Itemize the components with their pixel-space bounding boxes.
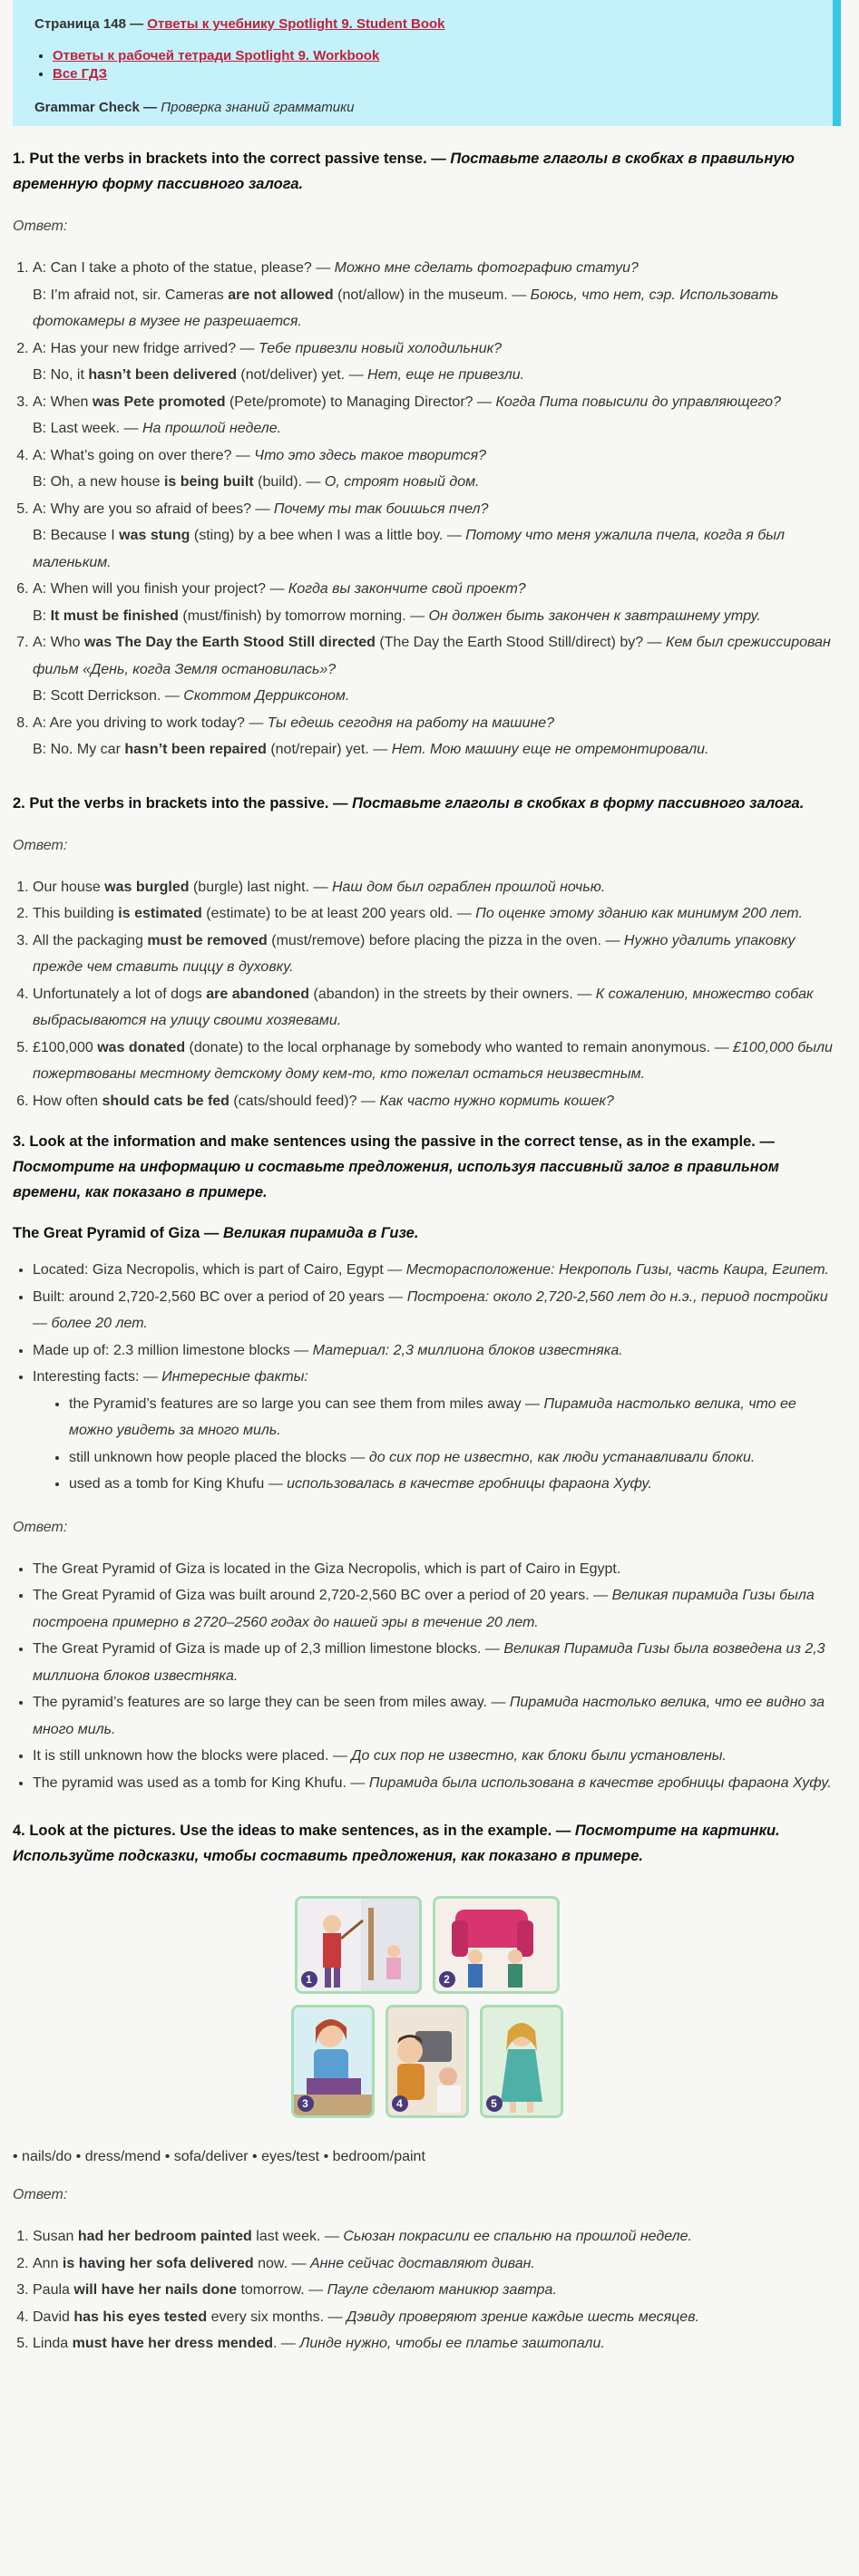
dialogue-line-a: 2. A: Has your new fridge arrived? — Тебе привезли новый холодильник? bbox=[33, 340, 503, 356]
russian-translation: Нет. Мою машину еще не отремонтировали. bbox=[391, 742, 709, 757]
task2-title-en: 2. Put the verbs in brackets into the passive. — bbox=[13, 794, 348, 812]
answer-item: 5. £100,000 was donated (donate) to the local orphanage by somebody who wanted to remain anonymous. — £100,000 были пожертвованы местному детскому дому кем-то, кто пожелал остаться неизвестным. bbox=[33, 1035, 841, 1088]
answer-item: • It is still unknown how the blocks were placed. — До сих пор не известно, как блоки были установлены. bbox=[33, 1743, 841, 1770]
passive-form: was stung bbox=[119, 528, 190, 543]
russian-translation: Материал: 2,3 миллиона блоков известняка. bbox=[312, 1342, 623, 1358]
russian-translation: Месторасположение: Некрополь Гизы, часть Каира, Египет. bbox=[405, 1262, 829, 1278]
dialogue-line-b: B: It must be finished (must/finish) by tomorrow morning. — Он должен быть закончен к завтрашнему утру. bbox=[33, 608, 761, 624]
russian-translation: Анне сейчас доставляют диван. bbox=[309, 2255, 535, 2271]
answer-item: 2. This building is estimated (estimate) to be at least 200 years old. — По оценке этому зданию как минимум 200 лет. bbox=[33, 900, 841, 928]
interesting-fact: • used as a tomb for King Khufu — использовалась в качестве гробницы фараона Хуфу. bbox=[69, 1471, 841, 1498]
russian-translation: Интересные факты: bbox=[161, 1369, 308, 1385]
answer-item: 4. Unfortunately a lot of dogs are abandoned (abandon) in the streets by their owners. — К сожалению, множество собак выбрасываются на улицу своими хозяевами. bbox=[33, 981, 841, 1035]
russian-translation: По оценке этому зданию как минимум 200 лет. bbox=[475, 906, 803, 921]
all-gdz-link[interactable]: Все ГДЗ bbox=[53, 66, 108, 82]
russian-translation: Сьюзан покрасили ее спальню на прошлой неделе. bbox=[343, 2229, 692, 2244]
passive-form: are abandoned bbox=[206, 986, 310, 1002]
answer-label: Ответ: bbox=[13, 2187, 68, 2202]
russian-translation: Потому что меня ужалила пчела, когда я был маленьким. bbox=[33, 528, 786, 570]
passive-form: had her bedroom painted bbox=[77, 2229, 252, 2244]
dialogue-item bbox=[33, 442, 841, 496]
dialogue-line-a: 6. A: When will you finish your project? — Когда вы закончите свой проект? bbox=[33, 581, 526, 597]
russian-translation: Почему ты так боишься пчел? bbox=[273, 501, 489, 517]
task4-title bbox=[13, 1818, 841, 1869]
russian-translation: О, строят новый дом. bbox=[324, 474, 480, 490]
fact-interesting: Interesting facts: — Интересные факты: bbox=[33, 1369, 308, 1385]
russian-translation: Дэвиду проверяют зрение каждые шесть месяцев. bbox=[346, 2309, 699, 2325]
task1-title bbox=[13, 146, 841, 197]
task3-title-rus: — Посмотрите на информацию и составьте предложения, используя пассивный залог в правильном времени, как показано в примере. bbox=[13, 1133, 780, 1201]
pyramid-facts bbox=[13, 1257, 841, 1498]
russian-translation: Тебе привезли новый холодильник? bbox=[259, 340, 503, 356]
dialogue-line-a: 5. A: Why are you so afraid of bees? — Почему ты так боишься пчел? bbox=[33, 501, 489, 517]
russian-translation: Когда вы закончите свой проект? bbox=[288, 581, 526, 597]
russian-translation: К сожалению, множество собак выбрасываются на улицу своими хозяевами. bbox=[33, 986, 814, 1028]
dialogue-item bbox=[33, 576, 841, 629]
passive-form: is estimated bbox=[118, 906, 202, 921]
fact-item: • Built: around 2,720-2,560 BC over a period of 20 years — Построена: около 2,720-2,560 лет до н.э., период постройки — более 20 лет. bbox=[33, 1284, 841, 1337]
dialogue-line-b: B: Because I was stung (sting) by a bee when I was a little boy. — Потому что меня ужалила пчела, когда я был маленьким. bbox=[33, 528, 786, 570]
passive-form: has his eyes tested bbox=[73, 2309, 208, 2325]
task4-answers bbox=[13, 2223, 841, 2357]
task4-hints: • nails/do • dress/mend • sofa/deliver • eyes/test • bedroom/paint bbox=[13, 2149, 425, 2164]
russian-translation: Линде нужно, чтобы ее платье заштопали. bbox=[299, 2336, 605, 2351]
russian-translation: Нет, еще не привезли. bbox=[367, 367, 525, 383]
task4-title-en: 4. Look at the pictures. Use the ideas to make sentences, as in the example. — bbox=[13, 1823, 571, 1839]
russian-translation: До сих пор не известно, как блоки были установлены. bbox=[351, 1748, 727, 1764]
russian-translation: Пирамида была использована в качестве гробницы фараона Хуфу. bbox=[368, 1774, 832, 1791]
dialogue-line-a: 8. A: Are you driving to work today? — Ты едешь сегодня на работу на машине? bbox=[33, 714, 555, 731]
task3-title bbox=[13, 1129, 841, 1205]
task2-answers bbox=[13, 874, 841, 1115]
dialogue-line-b: B: Last week. — На прошлой неделе. bbox=[33, 421, 282, 436]
passive-form: hasn’t been repaired bbox=[124, 742, 267, 757]
picture-sofa-deliver bbox=[433, 1896, 560, 1994]
fact-item: • Made up of: 2.3 million limestone blocks — Материал: 2,3 миллиона блоков известняка. bbox=[33, 1337, 841, 1365]
fact-item bbox=[33, 1364, 841, 1498]
russian-translation: использовалась в качестве гробницы фараона Хуфу. bbox=[287, 1476, 652, 1492]
russian-translation: Можно мне сделать фотографию статуи? bbox=[334, 260, 639, 276]
russian-translation: Что это здесь такое творится? bbox=[254, 447, 487, 463]
dialogue-item bbox=[33, 710, 841, 763]
interesting-fact: • still unknown how people placed the blocks — до сих пор не известно, как люди устанавливали блоки. bbox=[69, 1444, 841, 1472]
russian-translation: Боюсь, что нет, сэр. Использовать фотокамеры в музее не разрешается. bbox=[33, 287, 779, 329]
russian-translation: Когда Пита повысили до управляющего? bbox=[495, 394, 781, 410]
russian-translation: Наш дом был ограблен прошлой ночью. bbox=[331, 879, 606, 895]
related-link-item bbox=[53, 66, 811, 82]
related-link-item bbox=[53, 48, 811, 63]
dialogue-line-b: B: Scott Derrickson. — Скоттом Дерриксоном. bbox=[33, 688, 350, 704]
russian-translation: Как часто нужно кормить кошек? bbox=[379, 1093, 614, 1109]
dialogue-line-a: 3. A: When was Pete promoted (Pete/promote) to Managing Director? — Когда Пита повысили до управляющего? bbox=[33, 394, 781, 410]
answer-item: 3. Paula will have her nails done tomorrow. — Пауле сделают маникюр завтра. bbox=[33, 2277, 841, 2304]
grammar-check-label: Grammar Check — bbox=[34, 100, 158, 115]
interesting-facts-list bbox=[33, 1391, 841, 1498]
task1-title-rus: Поставьте глаголы в скобках в правильную временную форму пассивного залога. bbox=[13, 151, 795, 192]
workbook-link[interactable]: Ответы к рабочей тетради Spotlight 9. Workbook bbox=[53, 48, 380, 63]
answer-item: 2. Ann is having her sofa delivered now. — Анне сейчас доставляют диван. bbox=[33, 2250, 841, 2278]
passive-form: was The Day the Earth Stood Still directed bbox=[83, 635, 376, 650]
passive-form: must have her dress mended bbox=[72, 2336, 274, 2351]
russian-translation: Он должен быть закончен к завтрашнему утру. bbox=[428, 608, 761, 624]
dialogue-item bbox=[33, 335, 841, 389]
passive-form: was Pete promoted bbox=[92, 394, 226, 410]
pyramid-subhead-rus: Великая пирамида в Гизе. bbox=[222, 1225, 419, 1241]
answer-item: 3. All the packaging must be removed (must/remove) before placing the pizza in the oven. — Нужно удалить упаковку прежде чем ставить пиццу в духовку. bbox=[33, 928, 841, 981]
page-number: Страница 148 — bbox=[34, 16, 144, 32]
dialogue-line-a: 7. A: Who was The Day the Earth Stood Still directed (The Day the Earth Stood Still/direct) by? — Кем был срежиссирован фильм «День, когда Земля остановилась»? bbox=[33, 635, 831, 677]
dialogue-item bbox=[33, 255, 841, 335]
fact-item: • Located: Giza Necropolis, which is part of Cairo, Egypt — Месторасположение: Некрополь Гизы, часть Каира, Египет. bbox=[33, 1257, 841, 1284]
answer-item: • The Great Pyramid of Giza is located in the Giza Necropolis, which is part of Cairo in Egypt. bbox=[33, 1556, 841, 1583]
answer-label: Ответ: bbox=[13, 219, 68, 234]
passive-form: should cats be fed bbox=[102, 1093, 229, 1109]
russian-translation: Великая Пирамида Гизы была возведена из 2,3 миллиона блоков известняка. bbox=[33, 1641, 825, 1684]
dialogue-line-b: B: I’m afraid not, sir. Cameras are not allowed (not/allow) in the museum. — Боюсь, что нет, сэр. Использовать фотокамеры в музее не разрешается. bbox=[33, 287, 779, 329]
russian-translation: Пауле сделают маникюр завтра. bbox=[327, 2282, 557, 2298]
picture-number: 2 bbox=[439, 1971, 455, 1988]
russian-translation: Скоттом Дерриксоном. bbox=[183, 688, 350, 704]
picture-number: 5 bbox=[486, 2095, 503, 2112]
student-book-link[interactable]: Ответы к учебнику Spotlight 9. Student Book bbox=[147, 16, 445, 32]
pyramid-subhead-en: The Great Pyramid of Giza — bbox=[13, 1225, 220, 1241]
passive-form: is having her sofa delivered bbox=[62, 2255, 254, 2271]
grammar-check-title bbox=[34, 100, 811, 115]
russian-translation: На прошлой неделе. bbox=[142, 421, 282, 436]
passive-form: was burgled bbox=[104, 879, 190, 895]
answer-item: • The pyramid was used as a tomb for King Khufu. — Пирамида была использована в качестве гробницы фараона Хуфу. bbox=[33, 1770, 841, 1797]
answer-item: • The Great Pyramid of Giza was built around 2,720-2,560 BC over a period of 20 years. — Великая пирамида Гизы была построена примерно в 2720–2560 годах до нашей эры в течение 20 лет. bbox=[33, 1582, 841, 1636]
russian-translation: до сих пор не известно, как люди устанавливали блоки. bbox=[368, 1449, 756, 1465]
dialogue-line-b: B: No, it hasn’t been delivered (not/deliver) yet. — Нет, еще не привезли. bbox=[33, 367, 525, 383]
dialogue-line-a: 1. A: Can I take a photo of the statue, please? — Можно мне сделать фотографию статуи? bbox=[33, 260, 639, 276]
answer-item: 6. How often should cats be fed (cats/should feed)? — Как часто нужно кормить кошек? bbox=[33, 1088, 841, 1115]
answer-label: Ответ: bbox=[13, 837, 68, 853]
answer-item: 4. David has his eyes tested every six months. — Дэвиду проверяют зрение каждые шесть месяцев. bbox=[33, 2304, 841, 2331]
picture-bedroom-paint bbox=[295, 1896, 422, 1994]
task1-title-en: 1. Put the verbs in brackets into the correct passive tense. — bbox=[13, 151, 446, 167]
russian-translation: Пирамида настолько велика, что ее можно увидеть за много миль. bbox=[69, 1395, 796, 1438]
russian-translation: £100,000 были пожертвованы местному детскому дому кем-то, кто пожелал остаться неизвестным. bbox=[33, 1039, 833, 1082]
grammar-check-rus: Проверка знаний грамматики bbox=[161, 100, 355, 115]
passive-form: It must be finished bbox=[50, 608, 179, 624]
picture-dress-mend bbox=[291, 2005, 375, 2118]
russian-translation: Кем был срежиссирован фильм «День, когда Земля остановилась»? bbox=[33, 635, 831, 677]
page-info bbox=[34, 16, 811, 32]
russian-translation: Построена: около 2,720-2,560 лет до н.э., период постройки — более 20 лет. bbox=[33, 1288, 828, 1331]
answer-item: 1. Susan had her bedroom painted last week. — Сьюзан покрасили ее спальню на прошлой неделе. bbox=[33, 2223, 841, 2250]
task2-title-rus: Поставьте глаголы в скобках в форму пассивного залога. bbox=[352, 794, 805, 812]
picture-eyes-test bbox=[386, 2005, 469, 2118]
answer-item: 1. Our house was burgled (burgle) last night. — Наш дом был ограблен прошлой ночью. bbox=[33, 874, 841, 901]
dialogue-item bbox=[33, 389, 841, 442]
picture-number: 1 bbox=[301, 1971, 317, 1988]
task3-title-en: 3. Look at the information and make sentences using the passive in the correct tense, as in the example. bbox=[13, 1133, 756, 1150]
answer-item: 5. Linda must have her dress mended. — Линде нужно, чтобы ее платье заштопали. bbox=[33, 2330, 841, 2357]
passive-form: will have her nails done bbox=[73, 2282, 237, 2298]
russian-translation: Нужно удалить упаковку прежде чем ставить пиццу в духовку. bbox=[33, 932, 796, 975]
passive-form: must be removed bbox=[147, 932, 268, 948]
picture-number: 4 bbox=[392, 2095, 408, 2112]
answer-label: Ответ: bbox=[13, 1519, 68, 1535]
passive-form: is being built bbox=[163, 474, 254, 490]
task4-pictures bbox=[13, 1896, 841, 2129]
dialogue-line-a: 4. A: What’s going on over there? — Что это здесь такое творится? bbox=[33, 447, 487, 463]
dialogue-line-b: B: No. My car hasn’t been repaired (not/repair) yet. — Нет. Мою машину еще не отремонтировали. bbox=[33, 742, 709, 757]
russian-translation: Ты едешь сегодня на работу на машине? bbox=[267, 714, 555, 731]
pyramid-subhead bbox=[13, 1225, 841, 1242]
task3-answers bbox=[13, 1556, 841, 1797]
dialogue-item bbox=[33, 496, 841, 577]
russian-translation: Великая пирамида Гизы была построена примерно в 2720–2560 годах до нашей эры в течение 20 лет. bbox=[33, 1588, 815, 1630]
answer-item: • The Great Pyramid of Giza is made up of 2,3 million limestone blocks. — Великая Пирамида Гизы была возведена из 2,3 миллиона блоков известняка. bbox=[33, 1636, 841, 1689]
dialogue-item bbox=[33, 629, 841, 710]
interesting-fact: • the Pyramid’s features are so large you can see them from miles away — Пирамида настолько велика, что ее можно увидеть за много миль. bbox=[69, 1391, 841, 1444]
task1-answers bbox=[13, 255, 841, 763]
task4-title-rus: Посмотрите на картинки. Используйте подсказки, чтобы составить предложения, как показано в примере. bbox=[13, 1823, 780, 1864]
picture-nails-do bbox=[480, 2005, 563, 2118]
picture-number: 3 bbox=[298, 2095, 314, 2112]
answer-item: • The pyramid’s features are so large they can be seen from miles away. — Пирамида настолько велика, что ее видно за много миль. bbox=[33, 1689, 841, 1743]
passive-form: are not allowed bbox=[228, 287, 334, 303]
russian-translation: Пирамида настолько велика, что ее видно за много миль. bbox=[33, 1695, 825, 1737]
dialogue-line-b: B: Oh, a new house is being built (build). — О, строят новый дом. bbox=[33, 474, 480, 490]
passive-form: hasn’t been delivered bbox=[88, 367, 237, 383]
related-links bbox=[34, 48, 811, 82]
passive-form: was donated bbox=[97, 1039, 186, 1055]
task2-title bbox=[13, 791, 841, 816]
header-box bbox=[13, 0, 841, 126]
